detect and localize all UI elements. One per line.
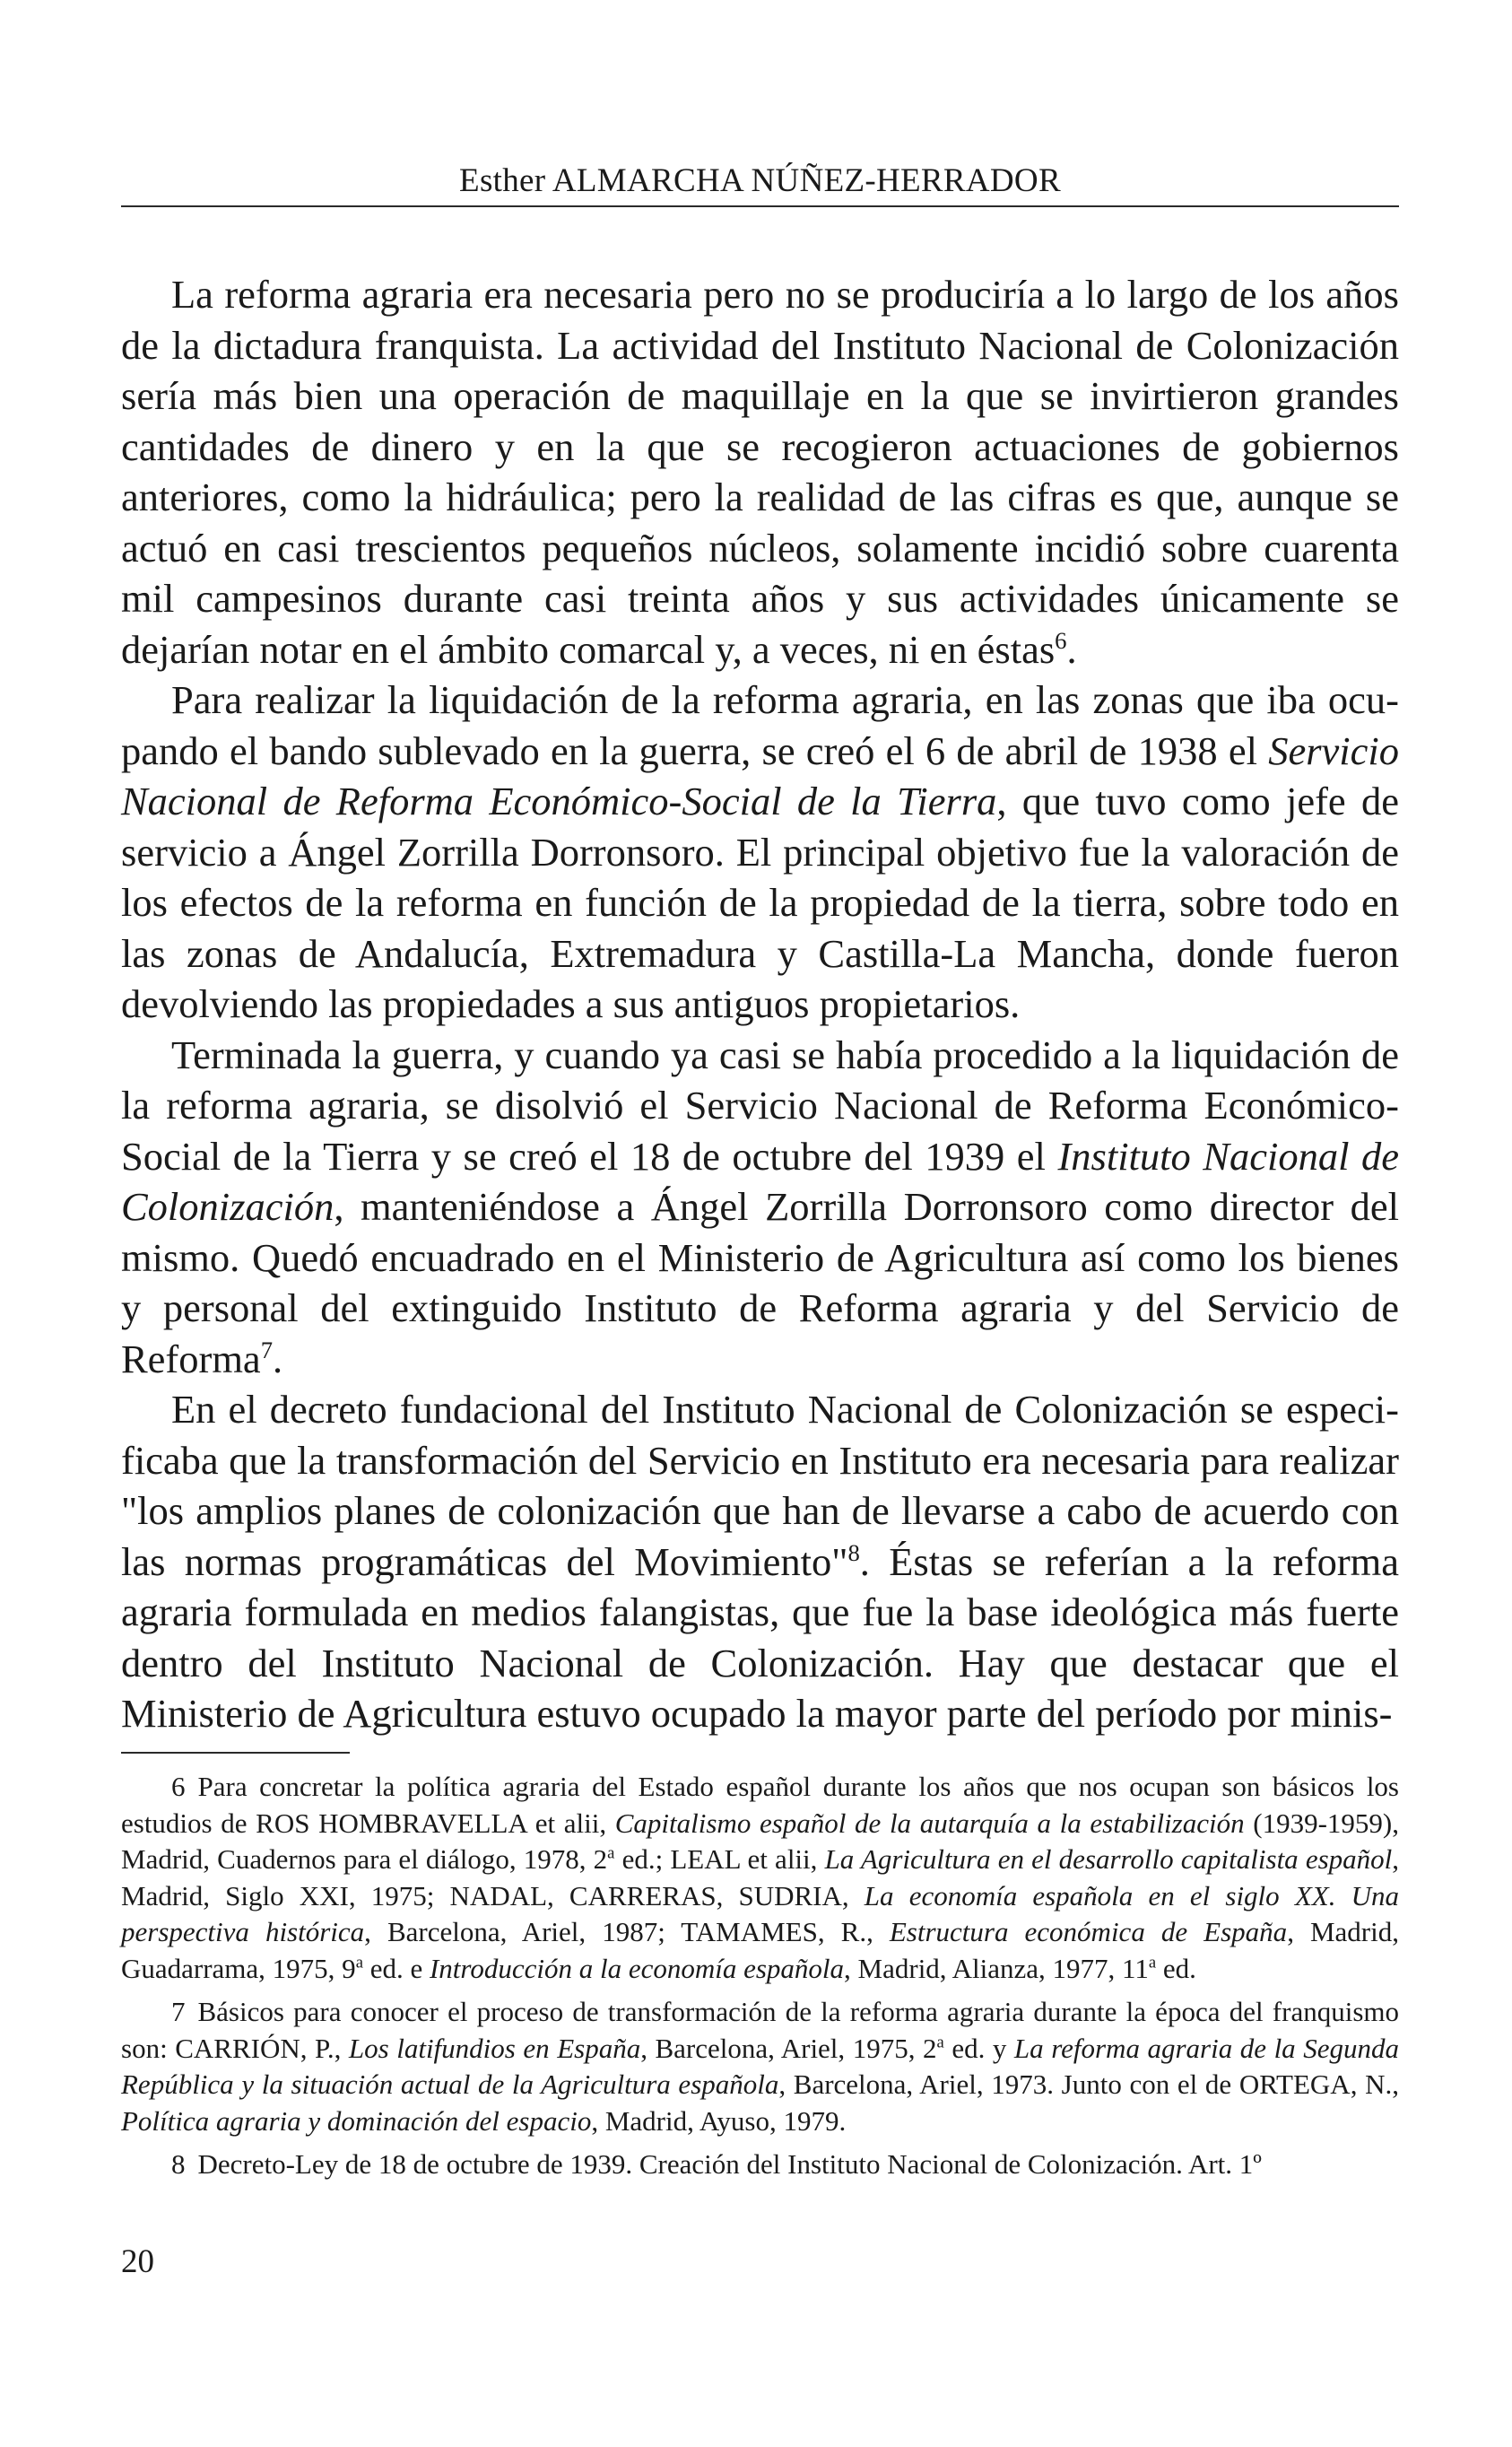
- paragraph-4: [121, 1384, 1399, 1739]
- paragraph-1-text: La reforma agraria era necesaria pero no se produciría a lo largo de los años de la dictadura franquista. La actividad del Instituto Nacional de Colonización sería más bien una operación de maquillaje en la que se invirtieron grandes cantidades de dinero y en la que se recogieron actuaciones de gobiernos anteriores, como la hidráulica; pero la realidad de las cifras es que, aunque se actuó en casi trescientos pequeños núcleos, solamente incidió sobre cuarenta mil campesinos durante casi treinta años y sus actividades únicamente se dejarían notar en el ámbito comarcal y, a veces, ni en éstas: [121, 272, 1399, 672]
- paragraph-3-text-b: , manteniéndose a Ángel Zorrilla Dorronsoro como director del mismo. Quedó encuadrado en el Ministerio de Agricultura así como los bienes y personal del extinguido Instituto de Reforma agraria y del Servicio de Reforma: [121, 1184, 1399, 1381]
- paragraph-2-text-b: , que tuvo como jefe de servicio a Ángel Zorrilla Dorronsoro. El principal objetivo fue la valoración de los efectos de la reforma en función de la propiedad de la tierra, sobre todo en las zonas de Andalucía, Extremadura y Castilla-La Mancha, donde fueron devolviendo las propiedades a sus antiguos propietarios.: [121, 779, 1399, 1026]
- paragraph-4-text-b: . Éstas se referían a la reforma agraria formulada en medios falangistas, que fue la base ideológica más fuerte dentro del Instituto Nacional de Colonización. Hay que destacar que el Ministerio de Agricultura estuvo ocupado la mayor parte del período por minis-: [121, 1538, 1400, 1736]
- footnote-ref-8[interactable]: 8: [847, 1538, 860, 1566]
- footnote-text: , Madrid, Siglo XXI, 1975; NADAL, CARRERAS, SUDRIA,: [121, 1843, 1400, 1911]
- footnote-text: ed.; LEAL et alii,: [614, 1843, 825, 1875]
- footnote-title: Introducción a la economía española: [429, 1952, 845, 1984]
- paragraph-2: [121, 675, 1399, 1030]
- footnote-6: [121, 1769, 1399, 1987]
- footnote-text: , Madrid, Ayuso, 1979.: [591, 2104, 847, 2137]
- paragraph-1: [121, 269, 1399, 675]
- footnote-superscript: a: [936, 2033, 944, 2052]
- footnote-text: Básicos para conocer el proceso de transformación de la reforma agraria durante la época del franquismo son: CARRIÓN, P.,: [121, 1996, 1399, 2064]
- footnote-number: 6: [171, 1771, 186, 1802]
- footnote-text: , Madrid, Alianza, 1977, 11: [844, 1952, 1149, 1984]
- footnote-title: Los latifundios en España: [348, 2032, 641, 2064]
- paragraph-4-text-a: En el decreto fundacional del Instituto Nacional de Colonización se especificaba que la transformación del Servicio en Instituto era necesaria para realizar "los amplios planes de colonización que han de llevarse a cabo de acuerdo con las normas programáticas del Movimiento": [121, 1387, 1399, 1584]
- footnote-text: , Barcelona, Ariel, 1975, 2: [640, 2032, 937, 2064]
- footnotes: [121, 1769, 1399, 2190]
- footnote-text: , Barcelona, Ariel, 1987; TAMAMES, R.,: [364, 1916, 890, 1947]
- footnote-superscript: a: [1148, 1953, 1157, 1972]
- footnote-title: Estructura económica de España: [889, 1916, 1288, 1947]
- footnote-text: , Madrid, Guadarrama, 1975, 9: [121, 1916, 1399, 1984]
- paragraph-2-italic: Servicio Nacional de Reforma Económico-Social de la Tierra: [121, 727, 1399, 823]
- footnote-text: Para concretar la política agraria del Estado español durante los años que nos ocupan son básicos los estudios de ROS HOMBRAVELLA et alii,: [121, 1771, 1399, 1839]
- footnote-text: ed. y: [943, 2032, 1014, 2064]
- paragraph-3: [121, 1030, 1399, 1385]
- footnote-ref-7[interactable]: 7: [260, 1336, 274, 1363]
- footnote-title: La economía española en el siglo XX. Una perspectiva histórica: [121, 1879, 1399, 1947]
- footnote-title: La reforma agraria de la Segunda República y la situación actual de la Agricultura española: [121, 2032, 1399, 2100]
- paragraph-3-end: .: [273, 1336, 283, 1381]
- footnote-text: (1939-1959), Madrid, Cuadernos para el diálogo, 1978, 2: [121, 1807, 1399, 1875]
- footnote-title: Capitalismo español de la autarquía a la estabilización: [614, 1807, 1245, 1839]
- footnote-number: 7: [171, 1996, 186, 2027]
- paragraph-3-text-a: Terminada la guerra, y cuando ya casi se había procedido a la liquidación de la reforma agraria, se disolvió el Servicio Nacional de Reforma Económico-Social de la Tierra y se creó el 18 de octubre del 1939 el: [121, 1032, 1399, 1179]
- running-head: Esther ALMARCHA NÚÑEZ-HERRADOR: [459, 162, 1061, 199]
- footnote-text: ed. e: [362, 1952, 430, 1984]
- paragraph-3-italic: Instituto Nacional de Colonización: [121, 1133, 1399, 1229]
- footnote-7: [121, 1994, 1399, 2139]
- footnote-rule: [121, 1752, 350, 1754]
- footnote-title: La Agricultura en el desarrollo capitalista español: [824, 1843, 1393, 1875]
- paragraph-1-end: .: [1066, 626, 1077, 672]
- footnote-text: , Barcelona, Ariel, 1973. Junto con el de ORTEGA, N.,: [778, 2068, 1399, 2100]
- footnote-superscript: a: [607, 1843, 615, 1863]
- footnote-ref-6[interactable]: 6: [1055, 626, 1067, 654]
- footnote-title: Política agraria y dominación del espacio: [121, 2104, 592, 2137]
- footnote-text: ed.: [1156, 1952, 1196, 1984]
- page-number: 20: [121, 2243, 154, 2280]
- main-text: [121, 269, 1399, 1739]
- footnote-text: Decreto-Ley de 18 de octubre de 1939. Creación del Instituto Nacional de Colonización. Art. 1º: [197, 2148, 1262, 2180]
- footnote-8: [121, 2147, 1399, 2183]
- footnote-superscript: a: [355, 1953, 363, 1972]
- footnote-number: 8: [171, 2148, 186, 2180]
- paragraph-2-text-a: Para realizar la liquidación de la reforma agraria, en las zonas que iba ocupando el bando sublevado en la guerra, se creó el 6 de abril de 1938 el: [121, 677, 1399, 773]
- header-rule: [121, 205, 1399, 207]
